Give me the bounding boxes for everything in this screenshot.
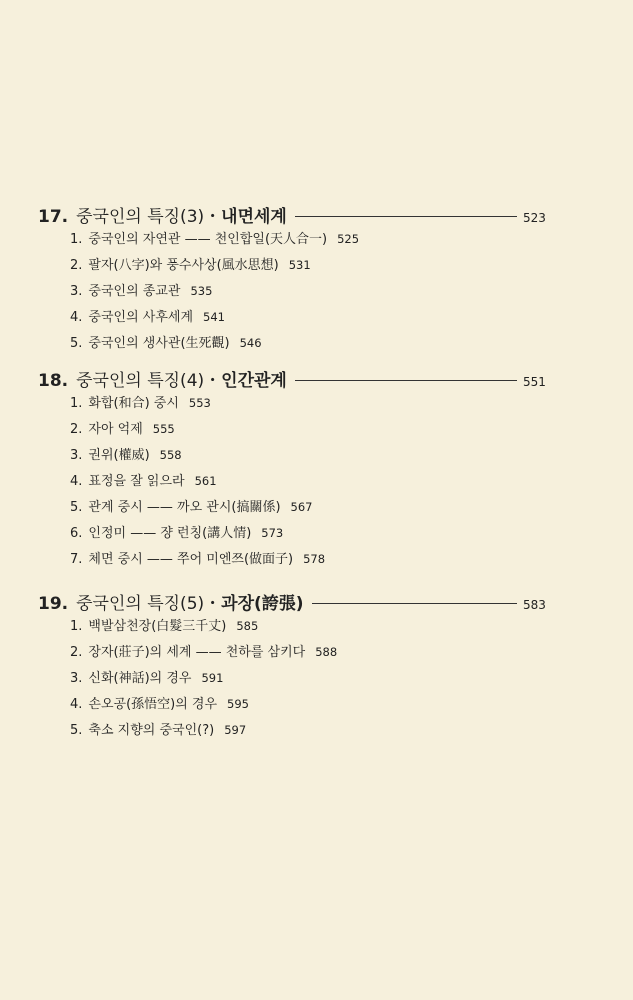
item-page: 588 xyxy=(315,645,338,659)
item-page: 567 xyxy=(290,500,313,514)
item-page: 553 xyxy=(188,396,211,410)
leader-rule xyxy=(312,603,517,604)
item-page: 573 xyxy=(261,526,284,540)
chapter-title xyxy=(76,589,303,614)
item-text: 중국인의 생사관(生死觀) xyxy=(88,336,230,351)
list-item xyxy=(70,468,543,494)
item-number: 5. xyxy=(70,500,83,515)
chapter-number: 17. xyxy=(38,207,69,227)
item-text: 중국인의 종교관 xyxy=(88,284,181,299)
chapter-title-bold: 인간관계 xyxy=(221,371,287,391)
item-page: 591 xyxy=(201,671,224,685)
list-item xyxy=(70,639,543,665)
item-page: 561 xyxy=(194,474,217,488)
chapter-title-prefix: 중국인의 특징(4)・ xyxy=(76,371,222,391)
chapter-title-prefix: 중국인의 특징(3)・ xyxy=(76,207,222,227)
item-page: 546 xyxy=(239,336,262,350)
item-number: 3. xyxy=(70,448,83,463)
item-number: 3. xyxy=(70,284,83,299)
item-text: 권위(權威) xyxy=(88,448,150,463)
item-number: 5. xyxy=(70,723,83,738)
list-item xyxy=(70,330,543,356)
chapter-heading xyxy=(38,366,546,391)
section-list xyxy=(70,613,543,743)
item-number: 5. xyxy=(70,336,83,351)
item-page: 531 xyxy=(288,258,311,272)
list-item xyxy=(70,494,543,520)
item-page: 578 xyxy=(303,552,326,566)
list-item xyxy=(70,304,543,330)
item-number: 4. xyxy=(70,697,83,712)
list-item xyxy=(70,717,543,743)
chapter-number: 18. xyxy=(38,371,69,391)
item-text: 자아 억제 xyxy=(88,422,143,437)
list-item xyxy=(70,278,543,304)
item-number: 7. xyxy=(70,552,83,567)
list-item xyxy=(70,546,543,572)
item-text: 중국인의 사후세계 xyxy=(88,310,194,325)
leader-rule xyxy=(295,216,517,217)
list-item xyxy=(70,613,543,639)
list-item xyxy=(70,442,543,468)
item-number: 4. xyxy=(70,310,83,325)
item-number: 3. xyxy=(70,671,83,686)
chapter-title xyxy=(76,202,287,227)
chapter-18 xyxy=(38,366,546,572)
section-list xyxy=(70,390,543,572)
chapter-19 xyxy=(38,589,546,743)
chapter-title-bold: 내면세계 xyxy=(221,207,287,227)
item-number: 6. xyxy=(70,526,83,541)
chapter-title xyxy=(76,366,287,391)
list-item xyxy=(70,252,543,278)
chapter-heading xyxy=(38,202,546,227)
chapter-page: 551 xyxy=(523,375,546,389)
chapter-number: 19. xyxy=(38,594,69,614)
chapter-17 xyxy=(38,202,546,356)
list-item xyxy=(70,416,543,442)
item-text: 팔자(八字)와 풍수사상(風水思想) xyxy=(88,258,279,273)
item-text: 백발삼천장(白髮三千丈) xyxy=(88,619,227,634)
item-page: 595 xyxy=(227,697,249,711)
item-number: 2. xyxy=(70,645,83,660)
list-item xyxy=(70,226,543,252)
item-number: 4. xyxy=(70,474,83,489)
item-text: 장자(莊子)의 세계 —— 천하를 삼키다 xyxy=(88,645,306,660)
item-text: 표정을 잘 읽으라 xyxy=(88,474,185,489)
item-page: 541 xyxy=(203,310,225,324)
section-list xyxy=(70,226,543,356)
item-number: 1. xyxy=(70,232,83,247)
item-number: 2. xyxy=(70,422,83,437)
chapter-title-bold: 과장(誇張) xyxy=(221,594,304,614)
item-number: 1. xyxy=(70,619,83,634)
item-text: 손오공(孫悟空)의 경우 xyxy=(88,697,218,712)
item-text: 관계 중시 —— 까오 관시(搞關係) xyxy=(88,500,281,515)
list-item xyxy=(70,665,543,691)
chapter-page: 523 xyxy=(523,211,546,225)
item-text: 체면 중시 —— 쭈어 미엔쯔(做面子) xyxy=(88,552,294,567)
item-page: 535 xyxy=(190,284,213,298)
list-item xyxy=(70,390,543,416)
list-item xyxy=(70,520,543,546)
list-item xyxy=(70,691,543,717)
item-text: 인정미 —— 쟝 런칭(講人情) xyxy=(88,526,252,541)
item-text: 화합(和合) 중시 xyxy=(88,396,179,411)
chapter-page: 583 xyxy=(523,598,546,612)
item-page: 585 xyxy=(236,619,259,633)
item-text: 신화(神話)의 경우 xyxy=(88,671,192,686)
item-number: 2. xyxy=(70,258,83,273)
item-page: 525 xyxy=(337,232,360,246)
chapter-title-prefix: 중국인의 특징(5)・ xyxy=(76,594,222,614)
item-page: 555 xyxy=(152,422,175,436)
item-text: 축소 지향의 중국인(?) xyxy=(88,723,215,738)
item-number: 1. xyxy=(70,396,83,411)
item-page: 597 xyxy=(224,723,247,737)
leader-rule xyxy=(295,380,517,381)
item-text: 중국인의 자연관 —— 천인합일(天人合一) xyxy=(88,232,328,247)
item-page: 558 xyxy=(159,448,182,462)
chapter-heading xyxy=(38,589,546,614)
